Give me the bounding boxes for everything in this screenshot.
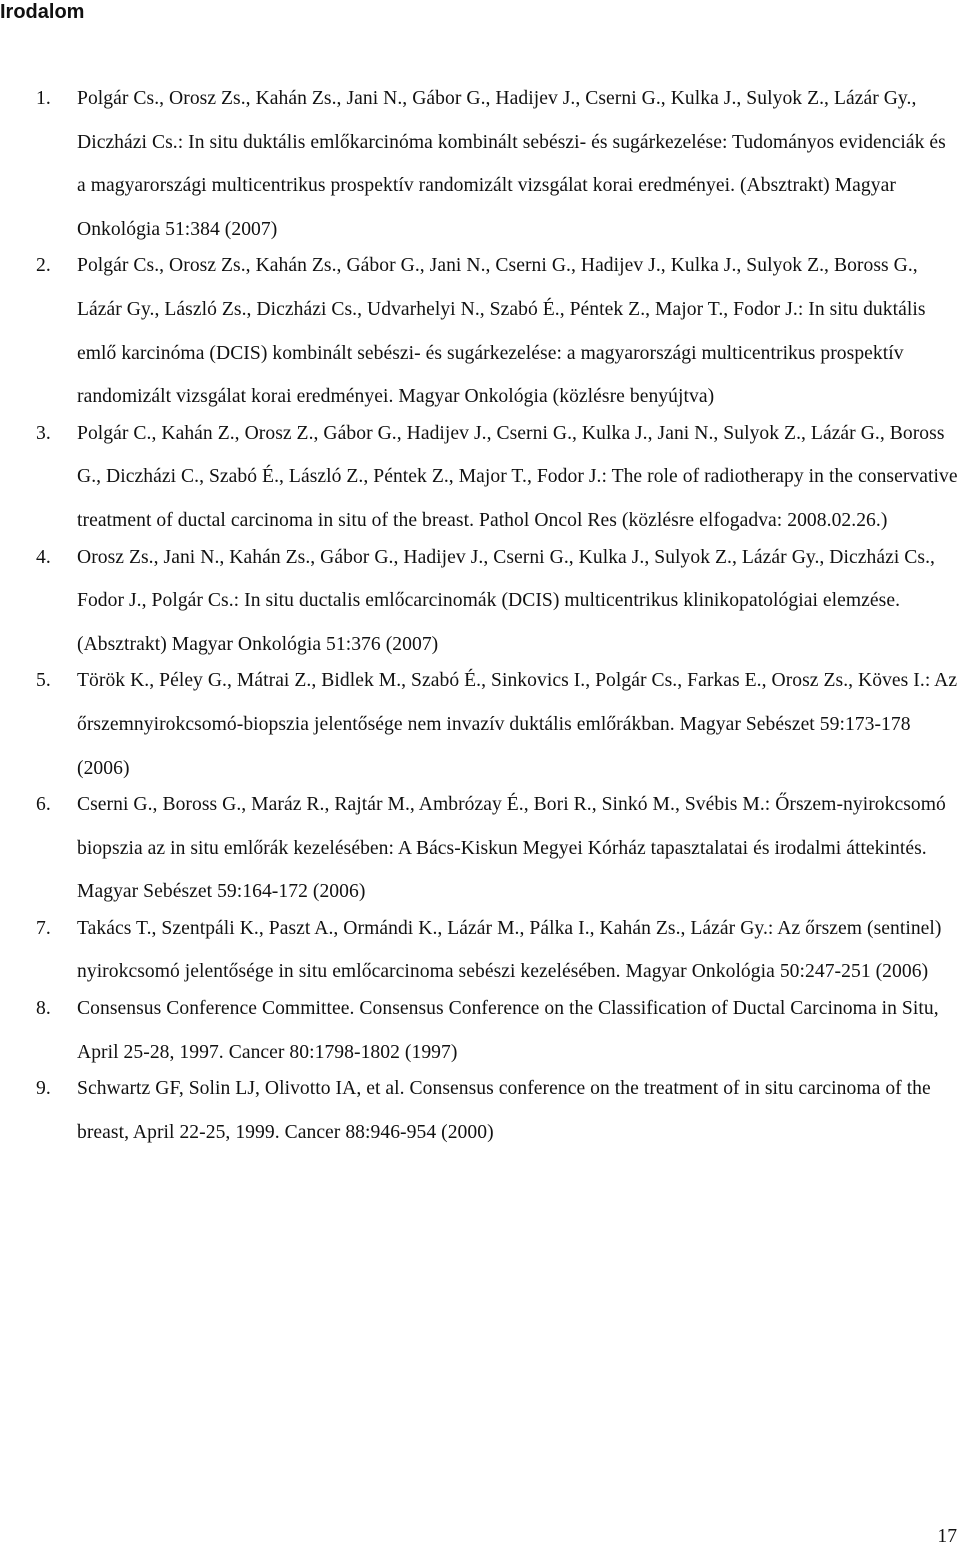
reference-text: Schwartz GF, Solin LJ, Olivotto IA, et al. Consensus conference on the treatment of in situ carcinoma of the breast, April 22-25, 1999. Cancer 88:946-954 (2000)	[77, 1078, 931, 1143]
reference-item-4	[0, 536, 960, 667]
reference-item-1	[0, 77, 960, 251]
reference-number: 5.	[36, 670, 51, 692]
reference-number: 8.	[36, 998, 51, 1020]
reference-item-2	[0, 244, 960, 418]
reference-text: Cserni G., Boross G., Maráz R., Rajtár M., Ambrózay É., Bori R., Sinkó M., Svébis M.: Őrszem-nyirokcsomó biopszia az in situ emlőrák kezelésében: A Bács-Kiskun Megyei Kórház tapasztalatai és irodalmi áttekintés. Magyar Sebészet 59:164-172 (2006)	[77, 794, 946, 903]
reference-number: 7.	[36, 917, 51, 939]
reference-number: 3.	[36, 422, 51, 444]
reference-text: Takács T., Szentpáli K., Paszt A., Ormándi K., Lázár M., Pálka I., Kahán Zs., Lázár Gy.: Az őrszem (sentinel) nyirokcsomó jelentősége in situ emlőcarcinoma sebészi kezelésében. Magyar Onkológia 50:247-251 (2006)	[77, 917, 942, 983]
reference-item-6	[0, 783, 960, 914]
reference-item-7	[0, 907, 960, 994]
reference-item-8	[0, 987, 960, 1074]
reference-number: 1.	[36, 88, 51, 109]
reference-number: 9.	[36, 1078, 51, 1100]
reference-item-5	[0, 659, 960, 790]
reference-item-9	[0, 1067, 960, 1154]
reference-number: 2.	[36, 255, 51, 277]
reference-text: Polgár Cs., Orosz Zs., Kahán Zs., Gábor G., Jani N., Cserni G., Hadijev J., Kulka J., Sulyok Z., Boross G., Lázár Gy., László Zs., Diczházi Cs., Udvarhelyi N., Szabó É., Péntek Z., Major T., Fodor J.: In situ duktális emlő karcinóma (DCIS) kombinált sebészi- és sugárkezelése: a magyarországi multicentrikus prospektív randomizált vizsgálat korai eredményei. Magyar Onkológia (közlésre benyújtva)	[77, 255, 926, 408]
reference-text: Polgár Cs., Orosz Zs., Kahán Zs., Jani N., Gábor G., Hadijev J., Cserni G., Kulka J., Sulyok Z., Lázár Gy., Diczházi Cs.: In situ duktális emlőkarcinóma kombinált sebészi- és sugárkezelése: Tudományos evidenciák és a magyarországi multicentrikus prospektív randomizált vizsgálat korai eredményei. (Absztrakt) Magyar Onkológia 51:384 (2007)	[77, 88, 946, 240]
section-heading: Irodalom	[0, 1, 85, 23]
reference-item-3	[0, 412, 960, 543]
reference-text: Polgár C., Kahán Z., Orosz Z., Gábor G., Hadijev J., Cserni G., Kulka J., Jani N., Sulyok Z., Lázár G., Boross G., Diczházi C., Szabó É., László Z., Péntek Z., Major T., Fodor J.: The role of radiotherapy in the conservative treatment of ductal carcinoma in situ of the breast. Pathol Oncol Res (közlésre elfogadva: 2008.02.26.)	[77, 422, 958, 531]
reference-number: 4.	[36, 546, 51, 568]
reference-number: 6.	[36, 794, 51, 816]
reference-text: Török K., Péley G., Mátrai Z., Bidlek M., Szabó É., Sinkovics I., Polgár Cs., Farkas E., Orosz Zs., Köves I.: Az őrszemnyirokcsomó-biopszia jelentősége nem invazív duktális emlőrákban. Magyar Sebészet 59:173-178 (2006)	[77, 670, 958, 779]
reference-text: Orosz Zs., Jani N., Kahán Zs., Gábor G., Hadijev J., Cserni G., Kulka J., Sulyok Z., Lázár Gy., Diczházi Cs., Fodor J., Polgár Cs.: In situ ductalis emlőcarcinomák (DCIS) multicentrikus klinikopatológiai elemzése. (Absztrakt) Magyar Onkológia 51:376 (2007)	[77, 546, 935, 655]
reference-list	[0, 77, 960, 1154]
reference-text: Consensus Conference Committee. Consensus Conference on the Classification of Ductal Carcinoma in Situ, April 25-28, 1997. Cancer 80:1798-1802 (1997)	[77, 998, 939, 1063]
page-number: 17	[937, 1526, 957, 1547]
